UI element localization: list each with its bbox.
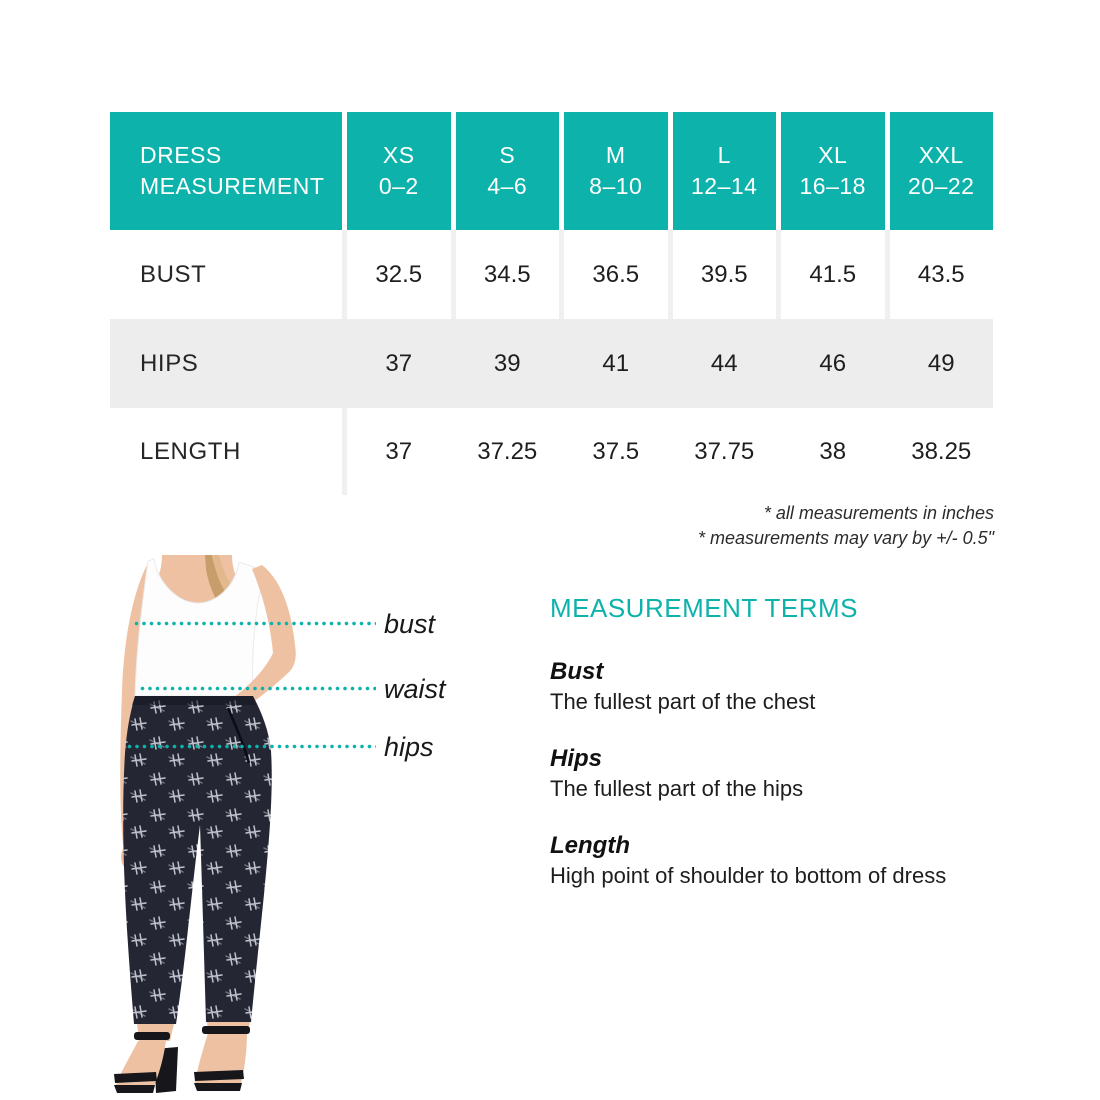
row-label: HIPS <box>140 349 199 377</box>
term-definition: High point of shoulder to bottom of dress <box>550 863 947 888</box>
waist-line-label: waist <box>384 674 446 704</box>
hips-xs: 37 <box>385 349 413 377</box>
footnote-tolerance: * measurements may vary by +/- 0.5" <box>698 528 994 548</box>
size-name: XL <box>818 142 848 168</box>
term-hips <box>550 744 1030 804</box>
term-definition: The fullest part of the chest <box>550 689 816 714</box>
hips-xl: 46 <box>819 349 847 377</box>
size-name: XXL <box>918 142 964 168</box>
table-row-bust <box>110 230 993 319</box>
row-label: BUST <box>110 230 342 319</box>
size-range: 16–18 <box>799 173 866 199</box>
bust-xl: 41.5 <box>781 230 885 319</box>
length-xs: 37 <box>347 408 451 495</box>
size-name: S <box>499 142 516 168</box>
waist-measure-line <box>140 686 376 691</box>
hips-m: 41 <box>602 349 630 377</box>
model-sandals <box>114 1026 250 1093</box>
length-s: 37.25 <box>456 408 560 495</box>
length-xxl: 38.25 <box>890 408 994 495</box>
size-range: 20–22 <box>908 173 975 199</box>
term-bust <box>550 657 1030 717</box>
size-table-header-row <box>110 112 993 230</box>
header-label-line2: MEASUREMENT <box>140 173 325 199</box>
term-name: Bust <box>550 658 604 685</box>
header-label-line1: DRESS <box>140 142 222 168</box>
size-range: 0–2 <box>378 173 419 199</box>
row-label: LENGTH <box>110 408 342 495</box>
footnote-units: * all measurements in inches <box>763 503 994 523</box>
bust-line-label: bust <box>384 609 436 639</box>
header-col-xl <box>781 112 885 230</box>
size-name: XS <box>382 142 415 168</box>
size-name: L <box>717 142 731 168</box>
length-l: 37.75 <box>673 408 777 495</box>
length-m: 37.5 <box>564 408 668 495</box>
header-col-m <box>564 112 668 230</box>
term-name: Length <box>550 832 630 859</box>
hips-xxl: 49 <box>927 349 955 377</box>
bust-xxl: 43.5 <box>890 230 994 319</box>
size-range: 8–10 <box>589 173 643 199</box>
term-definition: The fullest part of the hips <box>550 776 804 801</box>
footnotes <box>698 501 994 551</box>
size-range: 4–6 <box>487 173 528 199</box>
terms-title: MEASUREMENT TERMS <box>550 593 859 623</box>
length-xl: 38 <box>781 408 885 495</box>
bust-measure-line <box>134 621 376 626</box>
hips-line-label: hips <box>384 732 434 762</box>
bust-xs: 32.5 <box>347 230 451 319</box>
header-label-cell <box>110 112 342 230</box>
bust-m: 36.5 <box>564 230 668 319</box>
size-name: M <box>605 142 626 168</box>
bust-l: 39.5 <box>673 230 777 319</box>
term-length <box>550 831 1030 891</box>
hips-l: 44 <box>710 349 738 377</box>
table-row-length <box>110 408 993 495</box>
header-col-xxl <box>890 112 994 230</box>
header-col-s <box>456 112 560 230</box>
table-row-hips <box>110 319 993 408</box>
hips-s: 39 <box>493 349 521 377</box>
model-photo <box>110 555 376 1100</box>
header-col-xs <box>347 112 451 230</box>
size-range: 12–14 <box>691 173 758 199</box>
measurement-terms-section <box>550 592 1030 918</box>
bust-s: 34.5 <box>456 230 560 319</box>
size-table <box>110 112 993 495</box>
header-col-l <box>673 112 777 230</box>
hips-measure-line <box>127 744 376 749</box>
term-name: Hips <box>550 745 603 772</box>
